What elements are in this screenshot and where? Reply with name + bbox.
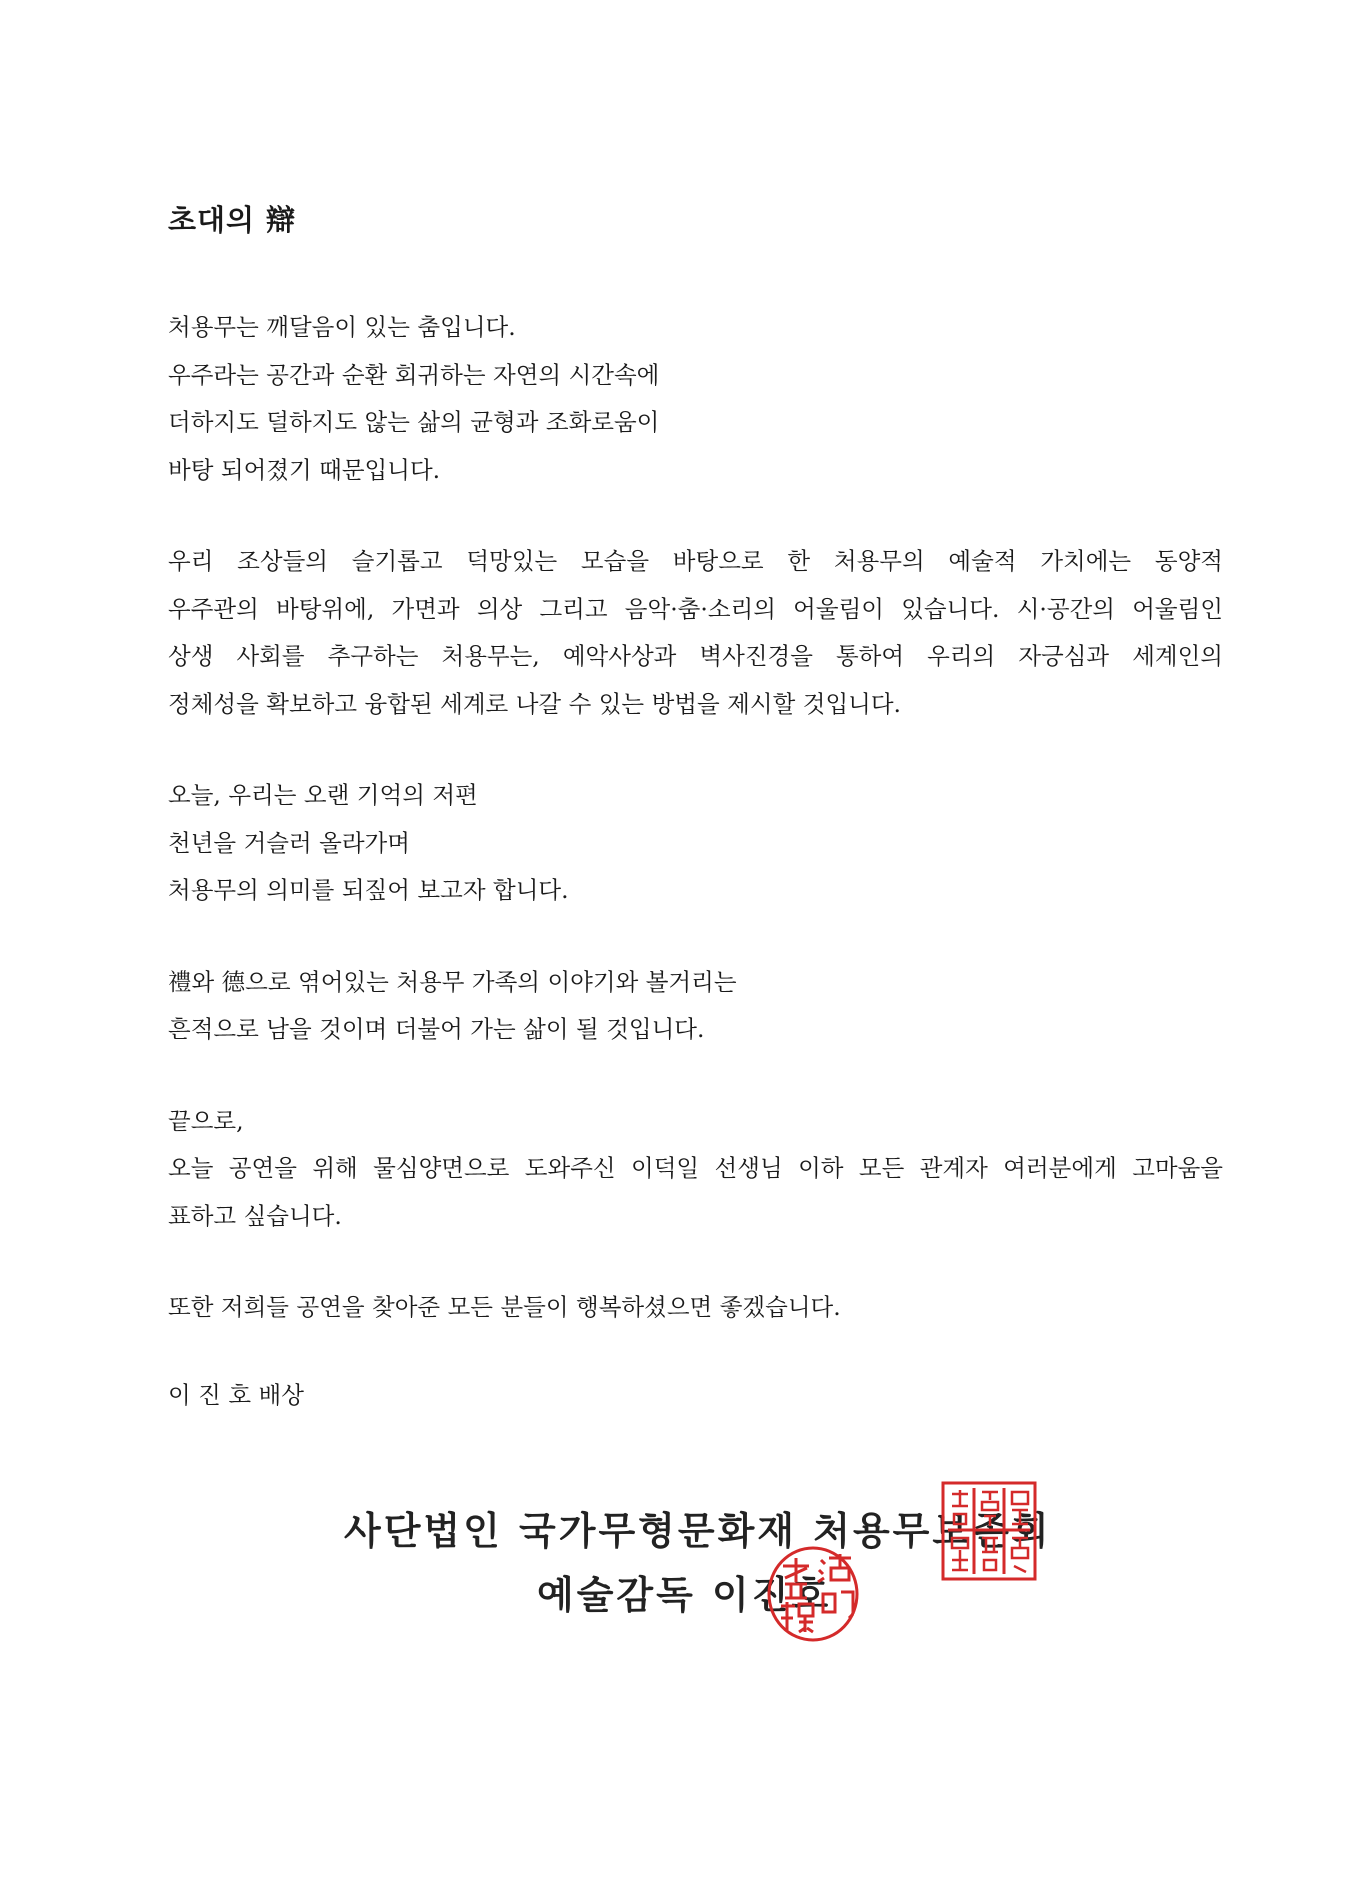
text-line: 禮와 德으로 엮어있는 처용무 가족의 이야기와 볼거리는 xyxy=(168,967,737,996)
text-line: 처용무의 의미를 되짚어 보고자 합니다. xyxy=(168,876,569,904)
text-line: 우주라는 공간과 순환 회귀하는 자연의 시간속에 xyxy=(168,360,660,389)
text-line: 끝으로, xyxy=(168,1106,244,1135)
text-line: 우리 조상들의 슬기롭고 덕망있는 모습을 바탕으로 한 처용무의 예술적 가치에는 동양적 xyxy=(168,547,1223,575)
text-line: 또한 저희들 공연을 찾아준 모든 분들이 행복하셨으면 좋겠습니다. xyxy=(168,1293,841,1321)
paragraph-4 xyxy=(168,959,1223,1054)
text-line: 정체성을 확보하고 융합된 세계로 나갈 수 있는 방법을 제시할 것입니다. xyxy=(168,689,902,718)
paragraph-2 xyxy=(168,538,1223,728)
text-line: 흔적으로 남을 것이며 더불어 가는 삶이 될 것입니다. xyxy=(168,1015,705,1043)
text-line: 더하지도 덜하지도 않는 삶의 균형과 조화로움이 xyxy=(168,408,660,436)
text-line: 바탕 되어졌기 때문입니다. xyxy=(168,455,441,484)
text-line: 우주관의 바탕위에, 가면과 의상 그리고 음악·춤·소리의 어울림이 있습니다. 시·공간의 어울림인 xyxy=(168,594,1223,623)
text-line: 상생 사회를 추구하는 처용무는, 예악사상과 벽사진경을 통하여 우리의 자긍심과 세계인의 xyxy=(168,642,1223,670)
text-line: 천년을 거슬러 올라가며 xyxy=(168,828,410,857)
closing-signoff xyxy=(168,1372,1223,1420)
text-line: 오늘, 우리는 오랜 기억의 저편 xyxy=(168,781,478,809)
document-title: 초대의 辯 xyxy=(168,203,297,237)
paragraph-6 xyxy=(168,1284,1223,1332)
document-body xyxy=(168,304,1223,1463)
paragraph-3 xyxy=(168,772,1223,915)
text-line: 오늘 공연을 위해 물심양면으로 도와주신 이덕일 선생님 이하 모든 관계자 여러분에게 고마움을 xyxy=(168,1154,1223,1182)
paragraph-1 xyxy=(168,304,1223,494)
director-name: 예술감독 이진호 xyxy=(537,1573,832,1617)
paragraph-5 xyxy=(168,1098,1223,1241)
text-line: 표하고 싶습니다. xyxy=(168,1201,342,1230)
round-seal-icon xyxy=(765,1544,861,1644)
text-line: 처용무는 깨달음이 있는 춤입니다. xyxy=(168,313,516,341)
square-seal-icon xyxy=(940,1480,1038,1582)
text-line: 이 진 호 배상 xyxy=(168,1380,304,1409)
signature-block xyxy=(0,1500,1361,1660)
organization-name: 사단법인 국가무형문화재 처용무보존회 xyxy=(344,1509,1052,1553)
